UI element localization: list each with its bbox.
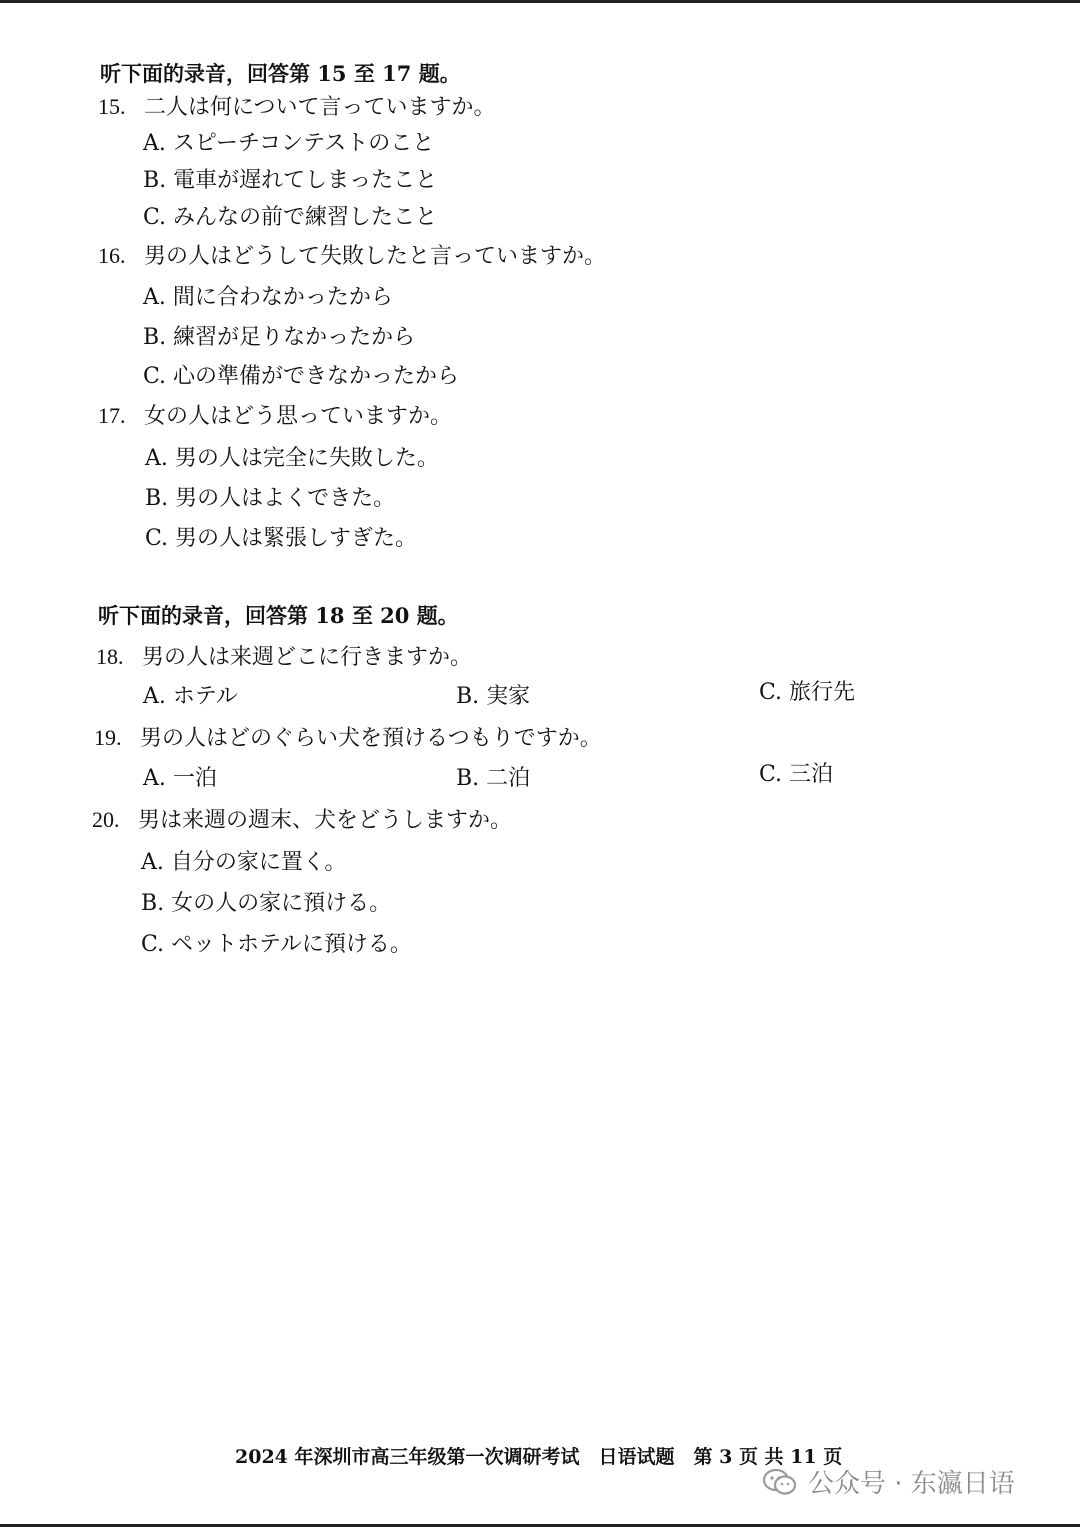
watermark (762, 1463, 1015, 1500)
option-15b: B. 電車が遅れてしまったこと (143, 168, 438, 193)
option-19c: C. 三泊 (759, 762, 834, 787)
question-19 (94, 721, 602, 752)
option-18c: C. 旅行先 (759, 680, 856, 705)
option-20b: B. 女の人の家に預ける。 (141, 891, 392, 916)
option-17a: A. 男の人は完全に失敗した。 (145, 446, 439, 471)
question-text: 男は来週の週末、犬をどうしますか。 (138, 808, 513, 833)
question-number: 15. (98, 94, 126, 119)
question-text: 男の人はどのぐらい犬を預けるつもりですか。 (140, 726, 602, 751)
option-19b: B. 二泊 (456, 766, 531, 791)
watermark-text: 公众号 · 东瀛日语 (808, 1469, 1015, 1499)
question-18 (96, 640, 472, 671)
question-15 (98, 90, 496, 121)
option-18b: B. 実家 (456, 684, 531, 709)
option-15a: A. スピーチコンテストのこと (143, 131, 435, 156)
question-number: 17. (98, 403, 126, 428)
question-text: 二人は何について言っていますか。 (144, 95, 496, 120)
section1-instruction: 听下面的录音，回答第 15 至 17 题。 (100, 61, 461, 86)
top-border (0, 0, 1080, 3)
option-17b: B. 男の人はよくできた。 (145, 486, 396, 511)
option-19a: A. 一泊 (143, 766, 217, 791)
question-17 (98, 399, 452, 430)
question-16 (98, 239, 606, 270)
option-18a: A. ホテル (143, 684, 238, 709)
option-16b: B. 練習が足りなかったから (143, 325, 416, 350)
question-number: 19. (94, 725, 122, 750)
question-number: 20. (92, 807, 120, 832)
question-number: 16. (98, 243, 126, 268)
option-17c: C. 男の人は緊張しすぎた。 (145, 526, 418, 551)
question-number: 18. (96, 644, 124, 669)
question-text: 男の人は来週どこに行きますか。 (142, 645, 473, 670)
option-15c: C. みんなの前で練習したこと (143, 205, 438, 230)
question-text: 男の人はどうして失敗したと言っていますか。 (144, 244, 607, 269)
question-text: 女の人はどう思っていますか。 (144, 404, 453, 429)
question-20 (92, 803, 512, 834)
option-16a: A. 間に合わなかったから (143, 285, 393, 310)
page-footer: 2024 年深圳市高三年级第一次调研考试 日语试题 第 3 页 共 11 页 (235, 1446, 843, 1468)
option-16c: C. 心の準備ができなかったから (143, 364, 460, 389)
option-20a: A. 自分の家に置く。 (141, 850, 347, 875)
option-20c: C. ペットホテルに預ける。 (141, 932, 412, 957)
section2-instruction: 听下面的录音，回答第 18 至 20 题。 (98, 603, 459, 628)
wechat-icon (762, 1468, 798, 1496)
